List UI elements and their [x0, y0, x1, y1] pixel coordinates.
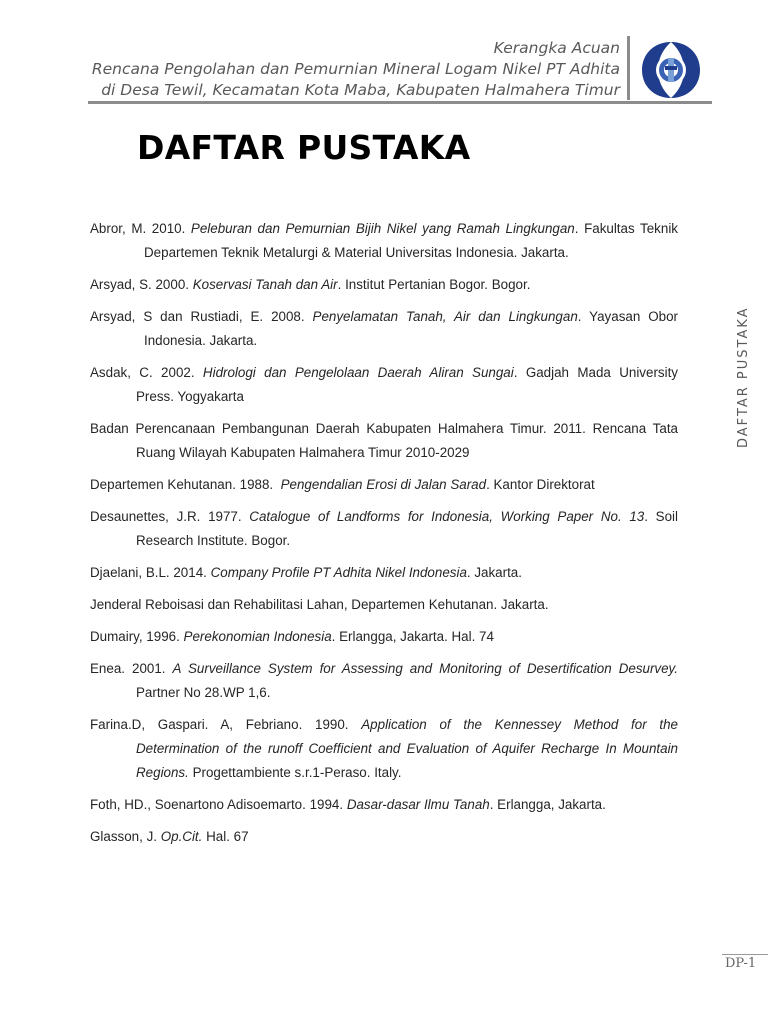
reference-item: Desaunettes, J.R. 1977. Catalogue of Landforms for Indonesia, Working Paper No. 13. Soil Research Institute. Bogor. — [90, 509, 678, 548]
reference-item: Enea. 2001. A Surveillance System for Assessing and Monitoring of Desertification Desurvey. Partner No 28.WP 1,6. — [90, 661, 678, 700]
side-section-label: DAFTAR PUSTAKA — [736, 306, 751, 448]
page-number: DP-1 — [725, 956, 757, 971]
institution-emblem-icon — [640, 40, 702, 100]
reference-item: Glasson, J. Op.Cit. Hal. 67 — [90, 829, 249, 844]
reference-item: Abror, M. 2010. Peleburan dan Pemurnian Bijih Nikel yang Ramah Lingkungan. Fakultas Teknik Departemen Teknik Metalurgi & Material Universitas Indonesia. Jakarta. — [90, 221, 678, 260]
reference-item: Departemen Kehutanan. 1988. Pengendalian Erosi di Jalan Sarad. Kantor Direktorat — [90, 477, 595, 492]
header-rule — [88, 101, 712, 104]
reference-item: Arsyad, S. 2000. Koservasi Tanah dan Air. Institut Pertanian Bogor. Bogor. — [90, 277, 531, 292]
reference-item: Dumairy, 1996. Perekonomian Indonesia. Erlangga, Jakarta. Hal. 74 — [90, 629, 494, 644]
header-line-1: Kerangka Acuan — [493, 39, 620, 57]
reference-item: Asdak, C. 2002. Hidrologi dan Pengelolaan Daerah Aliran Sungai. Gadjah Mada University Press. Yogyakarta — [90, 365, 678, 404]
document-header — [60, 38, 620, 101]
header-line-3: di Desa Tewil, Kecamatan Kota Maba, Kabupaten Halmahera Timur — [101, 81, 620, 99]
footer-rule — [722, 954, 768, 955]
page-title: DAFTAR PUSTAKA — [137, 128, 471, 167]
reference-item: Djaelani, B.L. 2014. Company Profile PT Adhita Nikel Indonesia. Jakarta. — [90, 565, 522, 580]
header-line-2: Rencana Pengolahan dan Pemurnian Mineral Logam Nikel PT Adhita — [91, 60, 620, 78]
reference-item: Farina.D, Gaspari. A, Febriano. 1990. Application of the Kennessey Method for the Determination of the runoff Coefficient and Evaluation of Aquifer Recharge In Mountain Regions. Progettambiente s.r.1-Peraso. Italy. — [90, 717, 678, 780]
reference-item: Arsyad, S dan Rustiadi, E. 2008. Penyelamatan Tanah, Air dan Lingkungan. Yayasan Obor Indonesia. Jakarta. — [90, 309, 678, 348]
reference-item: Badan Perencanaan Pembangunan Daerah Kabupaten Halmahera Timur. 2011. Rencana Tata Ruang Wilayah Kabupaten Halmahera Timur 2010-2029 — [90, 421, 678, 460]
header-vertical-divider — [627, 36, 630, 100]
reference-item: Foth, HD., Soenartono Adisoemarto. 1994. Dasar-dasar Ilmu Tanah. Erlangga, Jakarta. — [90, 797, 606, 812]
reference-item: Jenderal Reboisasi dan Rehabilitasi Lahan, Departemen Kehutanan. Jakarta. — [90, 597, 549, 612]
reference-list — [90, 217, 678, 857]
